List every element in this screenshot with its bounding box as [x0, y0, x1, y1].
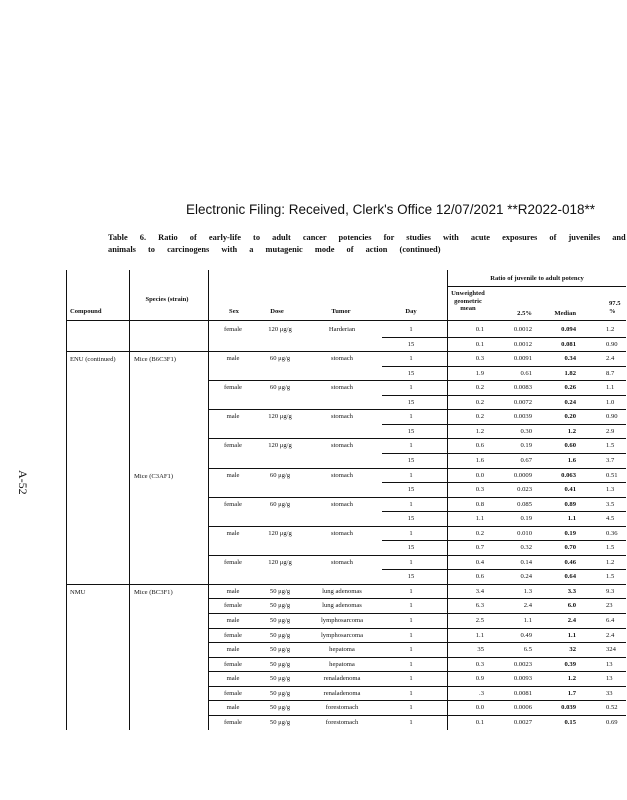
cell-p97-5: 2.4 [606, 355, 615, 363]
cell-p2-5: 0.32 [520, 544, 532, 552]
col-header-p2-5: 2.5% [517, 310, 532, 317]
cell-p97-5: 33 [606, 689, 613, 697]
cell-median: 0.081 [561, 340, 576, 348]
cell-mean: 0.2 [475, 384, 484, 392]
cell-sex: female [224, 326, 242, 333]
cell-tumor: lymphosarcoma [320, 631, 364, 639]
cell-mean: 0.9 [475, 675, 484, 683]
cell-day: 15 [407, 486, 415, 494]
cell-tumor: stomach [331, 384, 353, 392]
compound-separator [66, 351, 626, 352]
col-header-p97-5: 97.5 % [609, 300, 621, 315]
cell-median: 1.1 [567, 515, 576, 523]
group-separator [208, 613, 626, 614]
cell-sex: male [226, 704, 240, 712]
cell-median: 0.094 [561, 326, 576, 333]
cell-sex: male [226, 471, 240, 479]
day-separator [382, 540, 626, 541]
group-separator [208, 628, 626, 629]
cell-p2-5: 0.19 [520, 442, 532, 450]
cell-day: 15 [407, 340, 415, 348]
cell-dose: 120 μg/g [268, 558, 292, 566]
cell-sex: male [226, 617, 240, 624]
cell-day: 1 [409, 471, 413, 479]
cell-dose: 50 μg/g [269, 675, 291, 683]
cell-day: 1 [409, 617, 413, 624]
cell-p97-5: 0.51 [606, 471, 618, 479]
cell-tumor: Harderian [328, 326, 356, 333]
cell-sex: female [224, 660, 242, 668]
cell-p97-5: 1.2 [606, 558, 615, 566]
cell-median: 0.24 [564, 398, 576, 406]
cell-dose: 120 μg/g [268, 413, 292, 421]
cell-p2-5: 0.67 [520, 456, 532, 464]
cell-mean: 0.3 [475, 486, 484, 494]
cell-mean: 3.4 [475, 587, 484, 595]
cell-mean: 0.0 [475, 704, 484, 712]
cell-mean: 0.2 [475, 529, 484, 537]
cell-sex: male [226, 413, 240, 421]
col-header-mean: Unweighted geometric mean [451, 290, 485, 312]
caption-line-1: Table 6. Ratio of early-life to adult cancer potencies for studies with acute exposures of juveniles and [108, 233, 626, 242]
ratio-group-header: Ratio of juvenile to adult potency [490, 275, 584, 282]
cell-dose: 50 μg/g [269, 617, 291, 624]
cell-tumor: renaladenoma [323, 689, 361, 697]
cell-dose: 50 μg/g [269, 602, 291, 610]
cell-mean: 0.3 [475, 660, 484, 668]
cell-dose: 60 μg/g [269, 500, 291, 508]
cell-p97-5: 0.36 [606, 529, 618, 537]
cell-p2-5: 0.0009 [513, 471, 532, 479]
group-separator [208, 657, 626, 658]
cell-tumor: stomach [331, 500, 353, 508]
cell-p97-5: 0.52 [606, 704, 618, 712]
cell-mean: 0.3 [475, 355, 484, 363]
cell-sex: male [226, 675, 240, 683]
cell-mean: 0.0 [475, 471, 484, 479]
group-separator [208, 671, 626, 672]
col-header-dose: Dose [270, 308, 284, 315]
cell-p97-5: 1.5 [606, 442, 615, 450]
cell-median: 1.1 [567, 631, 576, 639]
cell-median: 1.7 [567, 689, 576, 697]
cell-sex: female [224, 631, 242, 639]
table-caption [108, 232, 626, 256]
cell-tumor: forestomach [325, 704, 359, 712]
day-separator [382, 424, 626, 425]
cell-tumor: renaladenoma [323, 675, 361, 683]
cell-p2-5: 0.0012 [513, 340, 532, 348]
cell-mean: 6.3 [475, 602, 484, 610]
cell-mean: 0.2 [475, 398, 484, 406]
cell-dose: 50 μg/g [269, 587, 291, 595]
cell-p2-5: 1.3 [523, 587, 532, 595]
cell-p97-5: 6.4 [606, 617, 615, 624]
potency-table [66, 270, 626, 730]
page-number: A-52 [16, 470, 30, 495]
cell-tumor: stomach [331, 558, 353, 566]
cell-p2-5: 1.1 [523, 617, 532, 624]
cell-mean: 0.1 [475, 326, 484, 333]
group-separator [208, 555, 626, 556]
day-separator [382, 337, 626, 338]
cell-mean: 0.6 [475, 573, 484, 581]
cell-p2-5: 0.0091 [513, 355, 532, 363]
cell-p97-5: 1.0 [606, 398, 615, 406]
cell-median: 0.34 [564, 355, 576, 363]
cell-dose: 120 μg/g [268, 529, 292, 537]
cell-tumor: hepatoma [329, 646, 355, 654]
cell-compound: ENU (continued) [70, 356, 116, 364]
cell-p2-5: 0.0072 [513, 398, 532, 406]
cell-day: 1 [409, 355, 413, 363]
cell-p97-5: 0.90 [606, 413, 618, 421]
cell-p97-5: 13 [606, 660, 613, 668]
cell-dose: 50 μg/g [269, 718, 291, 726]
cell-median: 0.70 [564, 544, 576, 552]
cell-p2-5: 0.61 [520, 369, 532, 377]
cell-dose: 60 μg/g [269, 384, 291, 392]
cell-median: 0.46 [564, 558, 576, 566]
cell-median: 2.4 [567, 617, 576, 624]
cell-day: 1 [409, 704, 413, 712]
cell-mean: 0.2 [475, 413, 484, 421]
cell-sex: female [224, 384, 242, 392]
cell-p97-5: 3.7 [606, 456, 615, 464]
cell-p97-5: 0.69 [606, 718, 618, 726]
ratio-group-rule [447, 270, 448, 730]
cell-day: 1 [409, 675, 413, 683]
compound-separator [66, 584, 626, 585]
cell-dose: 50 μg/g [269, 631, 291, 639]
group-separator [208, 686, 626, 687]
group-separator [208, 497, 626, 498]
cell-p2-5: 6.5 [523, 646, 532, 654]
col-header-sex: Sex [229, 308, 239, 315]
cell-dose: 60 μg/g [269, 355, 291, 363]
group-separator [208, 468, 626, 469]
cell-mean: 2.5 [475, 617, 484, 624]
day-separator [382, 395, 626, 396]
cell-dose: 120 μg/g [268, 442, 292, 450]
cell-day: 1 [409, 587, 413, 595]
cell-sex: female [224, 718, 242, 726]
cell-median: 1.82 [564, 369, 576, 377]
cell-dose: 120 μg/g [268, 326, 292, 333]
group-header-rule [447, 286, 626, 287]
cell-tumor: lymphosarcoma [320, 617, 364, 624]
cell-day: 15 [407, 427, 415, 435]
cell-mean: 1.9 [475, 369, 484, 377]
col-header-species: Species (strain) [145, 296, 189, 303]
cell-dose: 50 μg/g [269, 689, 291, 697]
cell-p97-5: 4.5 [606, 515, 615, 523]
cell-p97-5: 1.5 [606, 544, 615, 552]
cell-tumor: hepatoma [329, 660, 355, 668]
caption-line-2: animals to carcinogens with a mutagenic mode of action (continued) [108, 245, 441, 254]
cell-day: 1 [409, 326, 413, 333]
cell-day: 1 [409, 384, 413, 392]
cell-p2-5: 0.0027 [513, 718, 532, 726]
cell-p97-5: 1.3 [606, 486, 615, 494]
cell-day: 1 [409, 602, 413, 610]
cell-p2-5: 0.19 [520, 515, 532, 523]
col-header-median: Median [554, 310, 576, 317]
cell-sex: female [224, 602, 242, 610]
cell-median: 0.20 [564, 413, 576, 421]
cell-p2-5: 0.0006 [513, 704, 532, 712]
day-separator [382, 453, 626, 454]
cell-p2-5: 0.30 [520, 427, 532, 435]
day-separator [382, 366, 626, 367]
cell-p2-5: 0.24 [520, 573, 532, 581]
cell-p97-5: 2.9 [606, 427, 615, 435]
cell-tumor: stomach [331, 442, 353, 450]
cell-p2-5: 0.0039 [513, 413, 532, 421]
cell-species: Mice (C3AF1) [134, 472, 174, 480]
cell-median: 3.3 [567, 587, 576, 595]
cell-day: 1 [409, 631, 413, 639]
cell-dose: 50 μg/g [269, 646, 291, 654]
cell-day: 15 [407, 369, 415, 377]
cell-species: Mice (B6C3F1) [134, 356, 176, 364]
cell-tumor: stomach [331, 471, 353, 479]
group-separator [208, 526, 626, 527]
cell-dose: 50 μg/g [269, 660, 291, 668]
cell-median: 0.41 [564, 486, 576, 494]
cell-median: 0.89 [564, 500, 576, 508]
species-column-rule [208, 270, 209, 730]
cell-median: 0.64 [564, 573, 576, 581]
cell-day: 1 [409, 660, 413, 668]
cell-p2-5: 0.0012 [513, 326, 532, 333]
cell-median: 1.2 [567, 427, 576, 435]
day-separator [382, 482, 626, 483]
cell-species: Mice (BC3F1) [134, 588, 173, 596]
cell-p2-5: 0.0081 [513, 689, 532, 697]
col-header-tumor: Tumor [331, 308, 351, 315]
cell-day: 1 [409, 646, 413, 654]
cell-mean: 0.8 [475, 500, 484, 508]
cell-day: 15 [407, 544, 415, 552]
cell-median: 0.26 [564, 384, 576, 392]
cell-p2-5: 0.49 [520, 631, 532, 639]
cell-p2-5: 0.023 [517, 486, 532, 494]
cell-mean: 1.6 [475, 456, 484, 464]
cell-tumor: forestomach [325, 718, 359, 726]
cell-mean: 0.4 [475, 558, 484, 566]
cell-median: 0.60 [564, 442, 576, 450]
cell-sex: male [226, 355, 240, 363]
cell-p97-5: 23 [606, 602, 613, 610]
cell-p2-5: 0.0023 [513, 660, 532, 668]
cell-day: 15 [407, 398, 415, 406]
cell-median: 32 [569, 646, 576, 654]
filing-stamp: Electronic Filing: Received, Clerk's Office 12/07/2021 **R2022-018** [186, 202, 596, 217]
cell-day: 1 [409, 529, 413, 537]
cell-p97-5: 1.1 [606, 384, 615, 392]
cell-day: 15 [407, 573, 415, 581]
group-separator [208, 598, 626, 599]
cell-mean: 1.2 [475, 427, 484, 435]
cell-median: 1.2 [567, 675, 576, 683]
cell-median: 0.039 [561, 704, 576, 712]
cell-mean: 0.1 [475, 340, 484, 348]
cell-mean: 0.7 [475, 544, 484, 552]
cell-sex: female [224, 500, 242, 508]
cell-p97-5: 3.5 [606, 500, 615, 508]
group-separator [208, 380, 626, 381]
cell-p97-5: 324 [606, 646, 616, 654]
cell-sex: female [224, 558, 242, 566]
cell-day: 1 [409, 413, 413, 421]
cell-tumor: stomach [331, 413, 353, 421]
cell-median: 1.6 [567, 456, 576, 464]
cell-p2-5: 0.010 [517, 529, 532, 537]
header-bottom-rule [66, 320, 626, 321]
cell-tumor: lung adenomas [322, 587, 362, 595]
compound-column-rule [129, 270, 130, 730]
cell-median: 6.0 [567, 602, 576, 610]
cell-mean: 1.1 [475, 631, 484, 639]
cell-dose: 60 μg/g [269, 471, 291, 479]
day-separator [382, 569, 626, 570]
cell-day: 1 [409, 442, 413, 450]
cell-day: 15 [407, 515, 415, 523]
cell-p97-5: 1.2 [606, 326, 615, 333]
group-separator [208, 700, 626, 701]
cell-p97-5: 9.3 [606, 587, 615, 595]
cell-tumor: stomach [331, 529, 353, 537]
cell-tumor: stomach [331, 355, 353, 363]
cell-sex: male [226, 529, 240, 537]
col-header-day: Day [405, 308, 417, 315]
cell-sex: male [226, 646, 240, 654]
cell-day: 15 [407, 456, 415, 464]
cell-sex: female [224, 689, 242, 697]
cell-p97-5: 2.4 [606, 631, 615, 639]
group-separator [208, 715, 626, 716]
cell-p2-5: 0.085 [517, 500, 532, 508]
cell-day: 1 [409, 500, 413, 508]
cell-mean: .3 [479, 689, 484, 697]
cell-p2-5: 0.0083 [513, 384, 532, 392]
cell-sex: female [224, 442, 242, 450]
cell-p97-5: 13 [606, 675, 613, 683]
cell-mean: 35 [477, 646, 484, 654]
group-separator [208, 642, 626, 643]
table-left-rule [66, 270, 67, 730]
cell-dose: 50 μg/g [269, 704, 291, 712]
cell-median: 0.15 [564, 718, 576, 726]
cell-mean: 1.1 [475, 515, 484, 523]
cell-p2-5: 2.4 [523, 602, 532, 610]
cell-median: 0.39 [564, 660, 576, 668]
group-separator [208, 409, 626, 410]
cell-tumor: lung adenomas [322, 602, 362, 610]
col-header-compound: Compound [70, 308, 102, 315]
day-separator [382, 511, 626, 512]
cell-sex: male [226, 587, 240, 595]
cell-day: 1 [409, 689, 413, 697]
cell-median: 0.063 [561, 471, 576, 479]
cell-mean: 0.1 [475, 718, 484, 726]
cell-day: 1 [409, 718, 413, 726]
cell-median: 0.19 [564, 529, 576, 537]
cell-p97-5: 8.7 [606, 369, 615, 377]
cell-mean: 0.6 [475, 442, 484, 450]
cell-p2-5: 0.0093 [513, 675, 532, 683]
cell-p97-5: 0.90 [606, 340, 618, 348]
cell-p97-5: 1.5 [606, 573, 615, 581]
cell-day: 1 [409, 558, 413, 566]
cell-p2-5: 0.14 [520, 558, 532, 566]
group-separator [208, 438, 626, 439]
cell-compound: NMU [70, 588, 86, 596]
